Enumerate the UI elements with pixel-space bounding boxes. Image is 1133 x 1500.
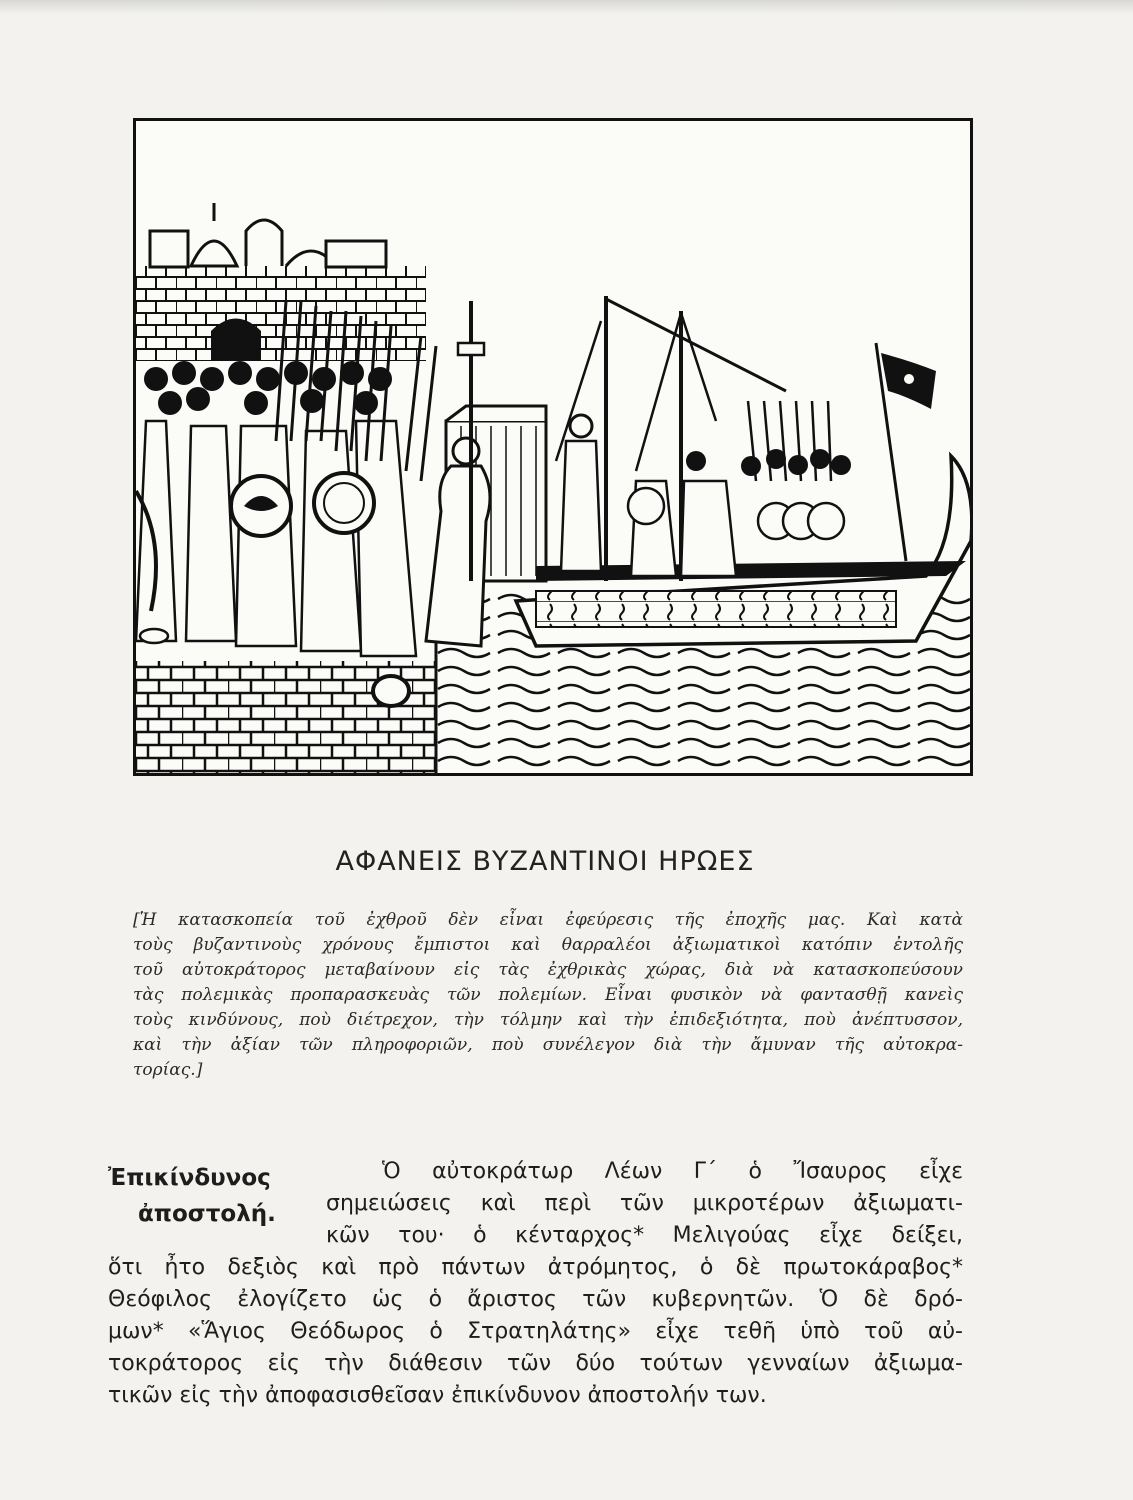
harbor-scene-drawing [136, 121, 970, 773]
body-line: τοκράτορος εἰς τὴν διάθεσιν τῶν δύο τούτων γενναίων ἀξιωμα- [108, 1351, 963, 1376]
wall-archway [211, 319, 261, 367]
body-line: σημειώσεις καὶ περὶ τῶν μικροτέρων ἀξιωματι- [326, 1191, 963, 1216]
body-line: κῶν του· ὁ κένταρχος* Μελιγούας εἶχε δείξει, [326, 1223, 963, 1248]
side-heading-line2: ἀποστολή. [138, 1201, 276, 1227]
note-line: καὶ τὴν ἀξίαν τῶν πληροφοριῶν, ποὺ συνέλεγον διὰ τὴν ἄμυναν τῆς αὐτοκρα- [133, 1035, 963, 1055]
body-line: τικῶν εἰς τὴν ἀποφασισθεῖσαν ἐπικίνδυνον ἀποστολήν των. [108, 1383, 767, 1408]
note-line: τορίας.] [133, 1060, 203, 1080]
church-dome [191, 241, 237, 266]
body-line: ὅτι ἦτο δεξιὸς καὶ πρὸ πάντων ἀτρόμητος, ὁ δὲ πρωτοκάραβος* [108, 1255, 963, 1280]
body-line: μων* «Ἅγιος Θεόδωρος ὁ Στρατηλάτης» εἶχε τεθῆ ὑπὸ τοῦ αὐ- [108, 1319, 963, 1344]
italic-intro-note [133, 908, 963, 1083]
note-line: τοῦ αὐτοκράτορος μεταβαίνουν εἰς τὰς ἐχθρικὰς χώρας, διὰ νὰ κατασκοπεύσουν [133, 960, 963, 980]
note-line: [Ἡ κατασκοπεία τοῦ ἐχθροῦ δὲν εἶναι ἐφεύρεσις τῆς ἐποχῆς μας. Καὶ κατὰ [133, 910, 963, 930]
body-line: Θεόφιλος ἐλογίζετο ὡς ὁ ἄριστος τῶν κυβερνητῶν. Ὁ δὲ δρό- [108, 1287, 963, 1312]
note-line: τοὺς βυζαντινοὺς χρόνους ἔμπιστοι καὶ θαρραλέοι ἀξιωματικοὶ κατόπιν ἐντολῆς [133, 935, 963, 955]
body-paragraph [108, 1156, 963, 1412]
scan-edge [0, 0, 1133, 14]
mooring-ring [373, 676, 409, 706]
side-heading-line1: Ἐπικίνδυνος [108, 1165, 271, 1191]
woodcut-illustration [133, 118, 973, 776]
note-line: τοὺς κινδύνους, ποὺ διέτρεχον, τὴν τόλμην καὶ τὴν ἐπιδεξιότητα, ποὺ ἀνέπτυσσον, [133, 1010, 963, 1030]
note-line: τὰς πολεμικὰς προπαρασκευὰς τῶν πολεμίων. Εἶναι φυσικὸν νὰ φαντασθῇ κανεὶς [133, 985, 963, 1005]
body-line: Ὁ αὐτοκράτωρ Λέων Γ΄ ὁ Ἴσαυρος εἶχε [382, 1159, 963, 1184]
page-title: ΑΦΑΝΕΙΣ ΒΥΖΑΝΤΙΝΟΙ ΗΡΩΕΣ [335, 846, 755, 877]
robed-figure [426, 466, 490, 646]
